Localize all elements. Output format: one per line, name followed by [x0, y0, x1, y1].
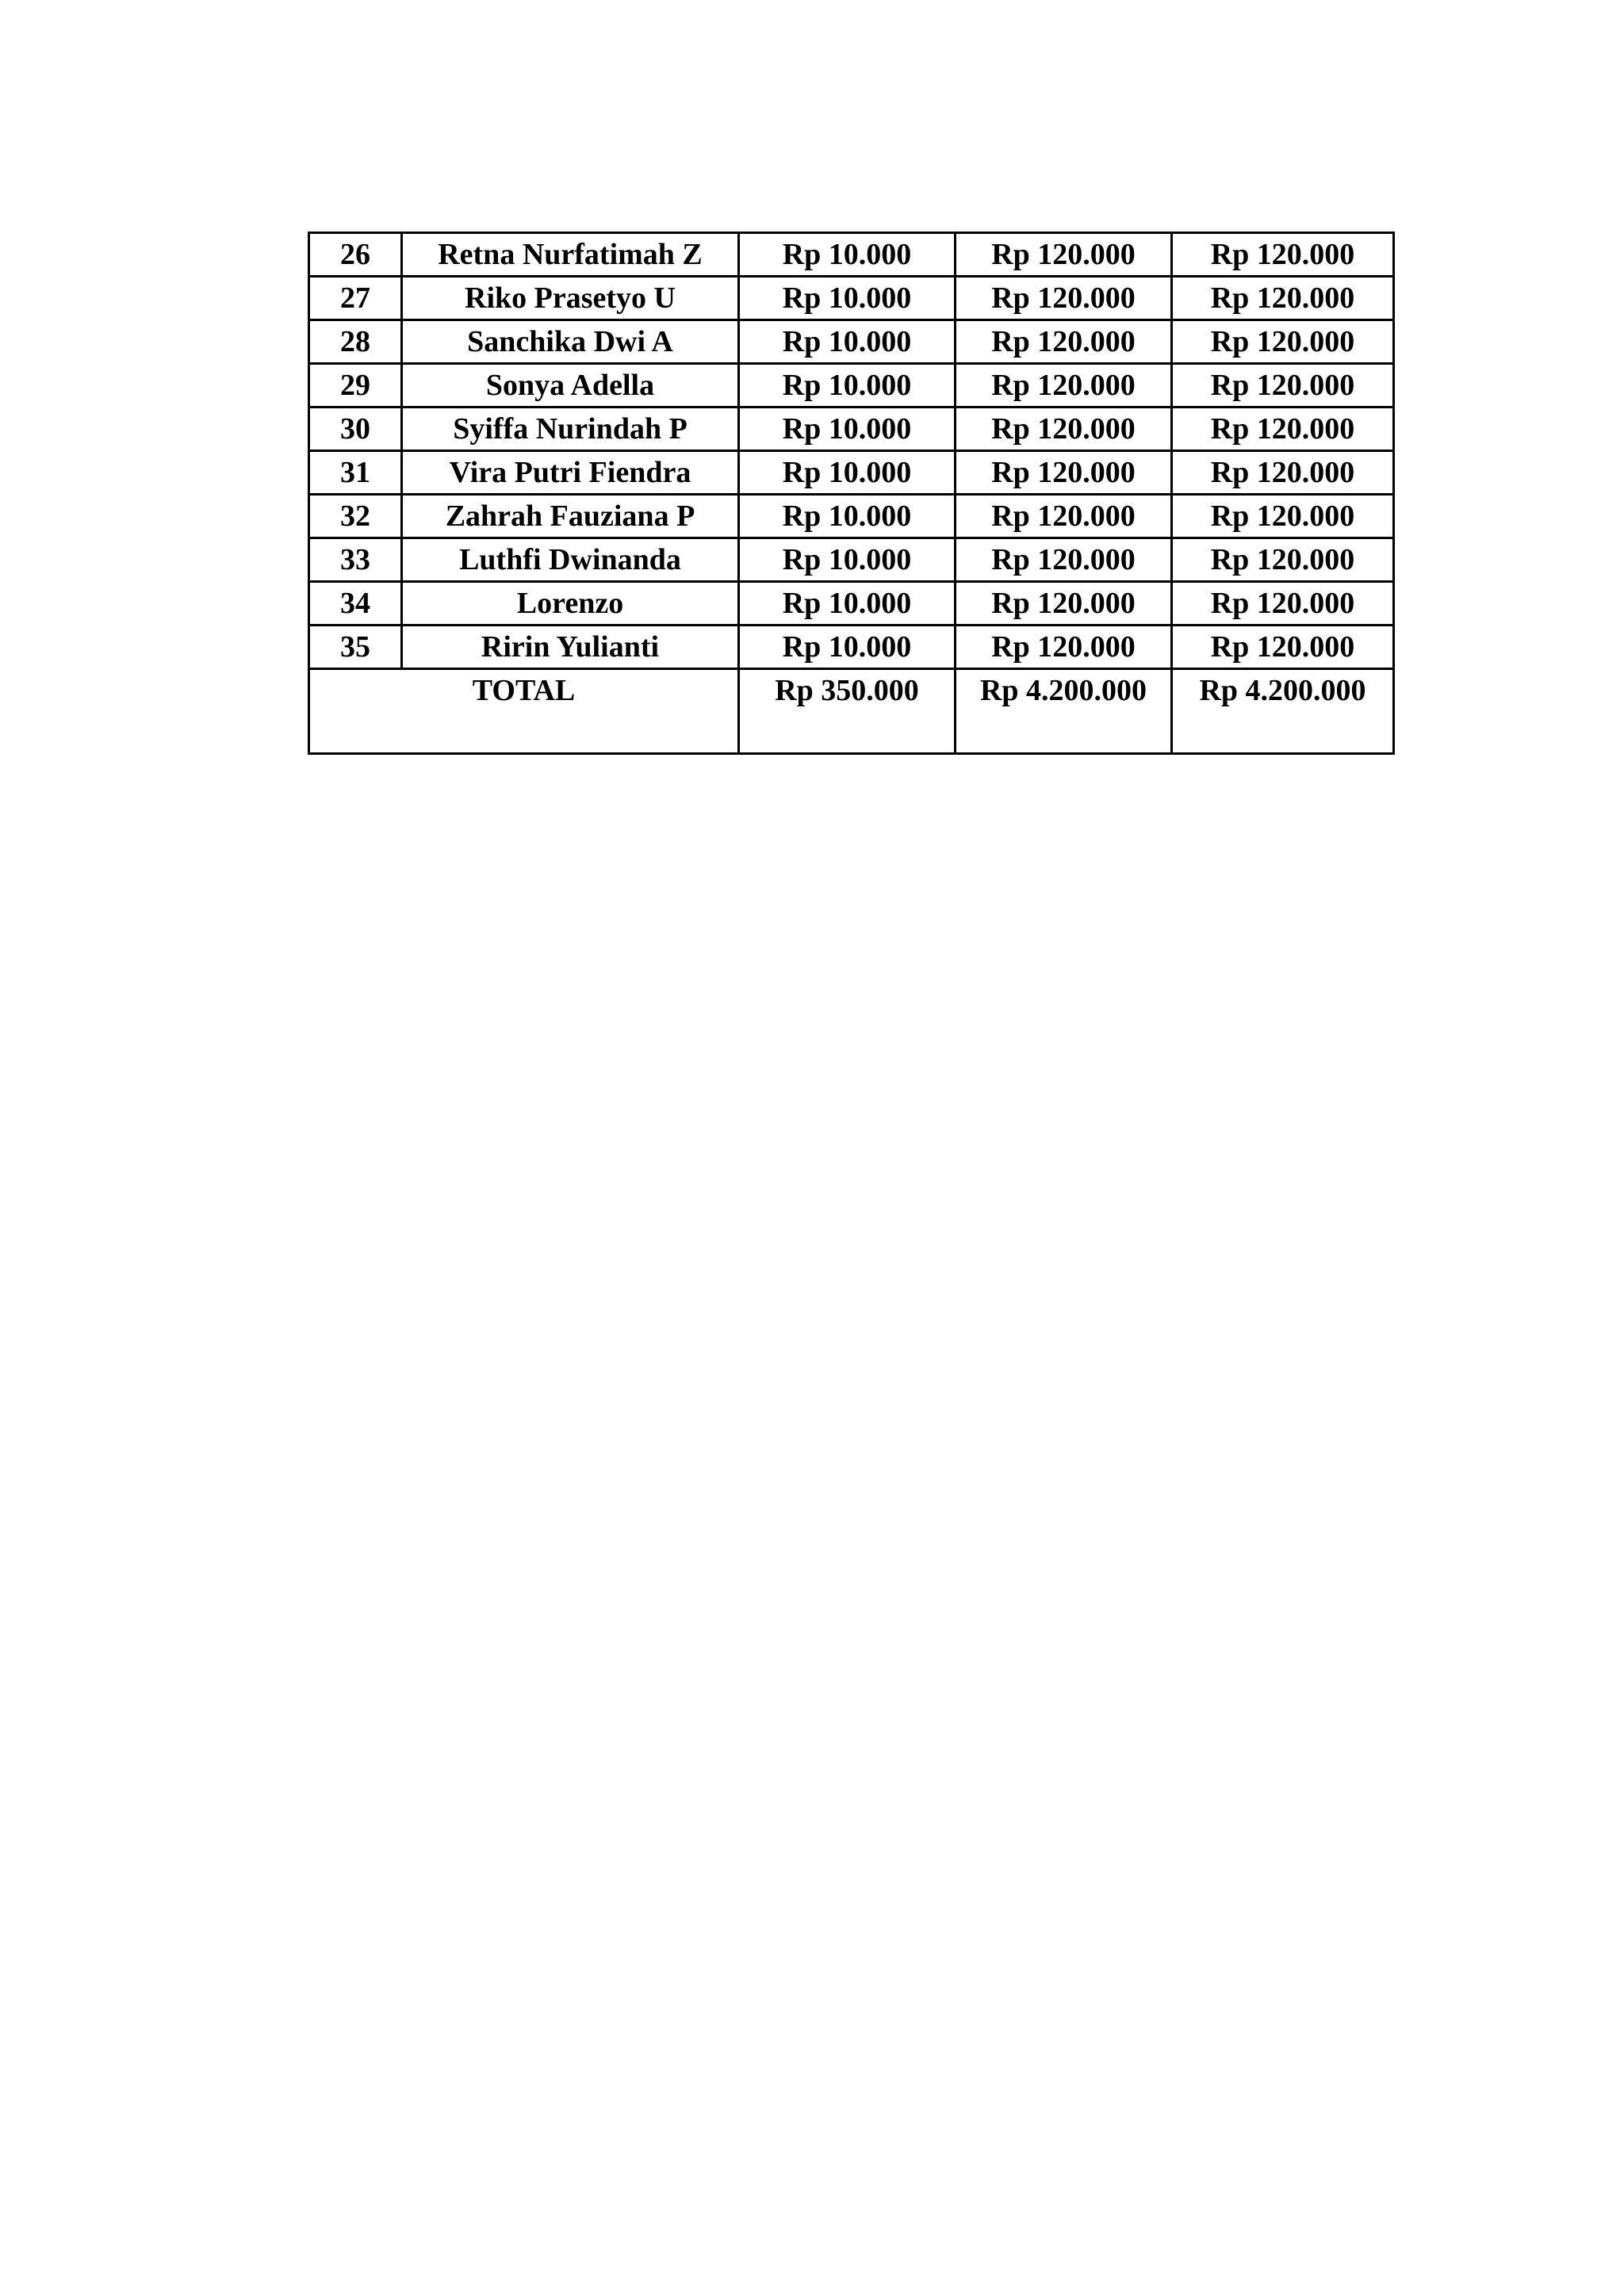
table-row — [309, 538, 1394, 582]
row-number: 31 — [309, 451, 402, 495]
row-number: 26 — [309, 233, 402, 277]
amount-col2: Rp 120.000 — [956, 451, 1172, 495]
amount-col3: Rp 120.000 — [1172, 538, 1394, 582]
student-name: Sanchika Dwi A — [402, 320, 739, 364]
amount-col1: Rp 10.000 — [739, 320, 956, 364]
amount-col2: Rp 120.000 — [956, 233, 1172, 277]
row-number: 35 — [309, 626, 402, 669]
student-name: Syiffa Nurindah P — [402, 408, 739, 451]
row-number: 32 — [309, 495, 402, 538]
student-name: Lorenzo — [402, 582, 739, 626]
amount-col3: Rp 120.000 — [1172, 408, 1394, 451]
amount-col3: Rp 120.000 — [1172, 582, 1394, 626]
amount-col2: Rp 120.000 — [956, 626, 1172, 669]
amount-col2: Rp 120.000 — [956, 408, 1172, 451]
row-number: 30 — [309, 408, 402, 451]
payment-table-container — [308, 232, 1395, 755]
amount-col3: Rp 120.000 — [1172, 364, 1394, 408]
amount-col2: Rp 120.000 — [956, 495, 1172, 538]
total-label: TOTAL — [309, 669, 739, 754]
row-number: 28 — [309, 320, 402, 364]
amount-col1: Rp 10.000 — [739, 408, 956, 451]
amount-col3: Rp 120.000 — [1172, 495, 1394, 538]
row-number: 29 — [309, 364, 402, 408]
student-name: Luthfi Dwinanda — [402, 538, 739, 582]
amount-col1: Rp 10.000 — [739, 233, 956, 277]
student-name: Ririn Yulianti — [402, 626, 739, 669]
total-col2: Rp 4.200.000 — [956, 669, 1172, 754]
amount-col2: Rp 120.000 — [956, 364, 1172, 408]
amount-col1: Rp 10.000 — [739, 364, 956, 408]
amount-col2: Rp 120.000 — [956, 582, 1172, 626]
table-body — [309, 233, 1394, 754]
amount-col3: Rp 120.000 — [1172, 626, 1394, 669]
table-row — [309, 408, 1394, 451]
student-name: Zahrah Fauziana P — [402, 495, 739, 538]
amount-col3: Rp 120.000 — [1172, 320, 1394, 364]
total-col1: Rp 350.000 — [739, 669, 956, 754]
table-row — [309, 495, 1394, 538]
row-number: 34 — [309, 582, 402, 626]
amount-col1: Rp 10.000 — [739, 582, 956, 626]
table-row — [309, 364, 1394, 408]
amount-col1: Rp 10.000 — [739, 538, 956, 582]
amount-col1: Rp 10.000 — [739, 277, 956, 320]
amount-col3: Rp 120.000 — [1172, 233, 1394, 277]
student-name: Riko Prasetyo U — [402, 277, 739, 320]
table-row — [309, 277, 1394, 320]
student-name: Vira Putri Fiendra — [402, 451, 739, 495]
amount-col2: Rp 120.000 — [956, 538, 1172, 582]
amount-col1: Rp 10.000 — [739, 626, 956, 669]
table-row — [309, 582, 1394, 626]
table-row — [309, 233, 1394, 277]
amount-col1: Rp 10.000 — [739, 451, 956, 495]
total-row — [309, 669, 1394, 754]
amount-col3: Rp 120.000 — [1172, 451, 1394, 495]
row-number: 27 — [309, 277, 402, 320]
table-row — [309, 320, 1394, 364]
amount-col2: Rp 120.000 — [956, 277, 1172, 320]
row-number: 33 — [309, 538, 402, 582]
total-col3: Rp 4.200.000 — [1172, 669, 1394, 754]
table-row — [309, 626, 1394, 669]
student-name: Retna Nurfatimah Z — [402, 233, 739, 277]
table-row — [309, 451, 1394, 495]
amount-col3: Rp 120.000 — [1172, 277, 1394, 320]
payment-table — [308, 232, 1395, 755]
amount-col1: Rp 10.000 — [739, 495, 956, 538]
student-name: Sonya Adella — [402, 364, 739, 408]
amount-col2: Rp 120.000 — [956, 320, 1172, 364]
